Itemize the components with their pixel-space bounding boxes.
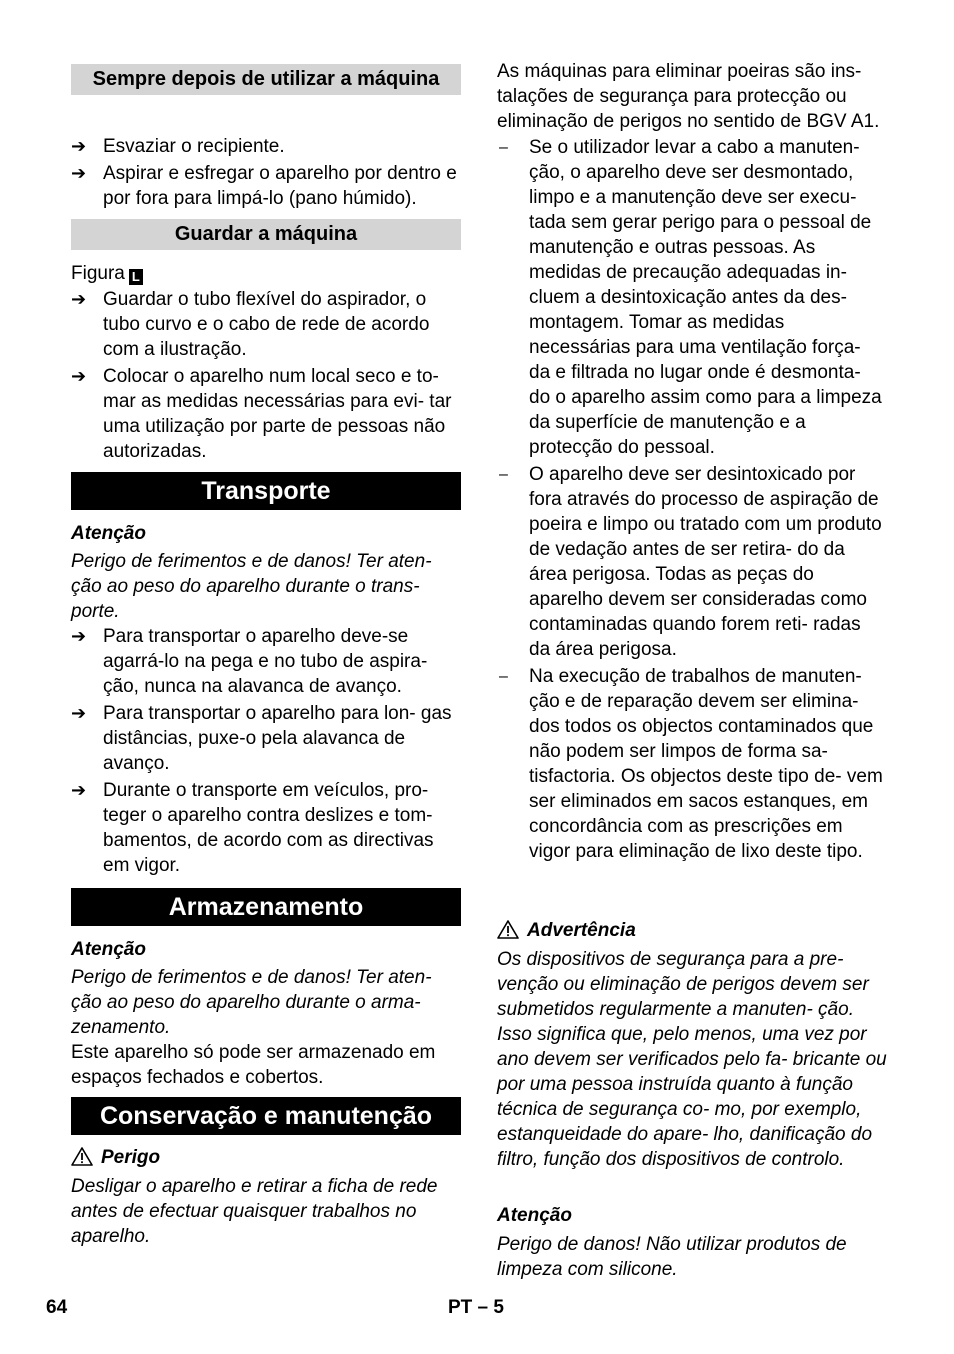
list-item: ➔ Para transportar o aparelho deve-se agarrá-lo na pega e no tubo de aspira- ção, nunca na alavanca de avanço. [71, 626, 428, 697]
danger-text: Desligar o aparelho e retirar a ficha de rede antes de efectuar quaisquer trabalhos no aparelho. [71, 1176, 438, 1247]
arrow-icon: ➔ [71, 366, 87, 386]
arrow-icon: ➔ [71, 136, 87, 156]
dash-bullet: – [499, 139, 508, 156]
list-item: – Na execução de trabalhos de manuten- ção e de reparação devem ser elimina- dos todos os objectos contaminados que não podem ser limpos de forma sa- tisfactoria. Os objectos deste tipo de- vem ser eliminados em sacos estanques, em concordância com as prescrições em vigor para eliminação de lixo deste tipo. [499, 666, 883, 862]
dash-bullet: – [499, 668, 508, 685]
list-item: – Se o utilizador levar a cabo a manuten- ção, o aparelho deve ser desmontado, limpo e a manutenção deve ser execu- tada sem gerar perigo para o pessoal de manutenção e outras pessoas. As medidas de precaução adequadas in- cluem a desintoxicação antes da des- montagem. Tomar as medidas necessárias para uma ventilação força- da e filtrada no lugar onde é desmonta- do o aparelho assim como para a limpeza da superfície de manutenção e a protecção do pessoal. [499, 137, 882, 458]
attention-text: Perigo de ferimentos e de danos! Ter aten- ção ao peso do aparelho durante o trans- porte. [71, 551, 432, 622]
list-item: ➔ Colocar o aparelho num local seco e to- mar as medidas necessárias para evi- tar uma utilização por parte de pessoas não autorizadas. [71, 366, 452, 462]
list-item: ➔ Aspirar e esfregar o aparelho por dentro e por fora para limpá-lo (pano húmido). [71, 163, 457, 209]
heading-store-machine: Guardar a máquina [71, 219, 461, 250]
figure-letter-badge: L [129, 269, 143, 285]
advertencia-label: Advertência [497, 918, 887, 943]
atencao-block [497, 1203, 887, 1282]
dash-bullet: – [499, 466, 508, 483]
section-reference: PT – 5 [448, 1297, 504, 1318]
arrow-icon: ➔ [71, 289, 87, 309]
storage-note: Este aparelho só pode ser armazenado em espaços fechados e cobertos. [71, 1042, 436, 1088]
conservacao-block [71, 1145, 461, 1249]
heading-transporte: Transporte [71, 472, 461, 510]
warning-triangle-icon [71, 1147, 93, 1166]
list-item: ➔ Guardar o tubo flexível do aspirador, o tubo curvo e o cabo de rede de acordo com a ilustração. [71, 289, 430, 360]
arrow-icon: ➔ [71, 626, 87, 646]
armazenamento-block [71, 937, 461, 1090]
warning-triangle-icon [497, 920, 519, 939]
attention-label: Atenção [497, 1205, 572, 1226]
after-use-list [71, 134, 461, 211]
right-text-block [497, 59, 887, 864]
heading-after-use: Sempre depois de utilizar a máquina [71, 64, 461, 95]
list-item: ➔ Para transportar o aparelho para lon- gas distâncias, puxe-o pela alavanca de avanço. [71, 703, 452, 774]
transporte-block [71, 521, 461, 878]
figure-reference: Figura L [71, 261, 461, 286]
attention-label: Atenção [71, 523, 146, 544]
attention-label: Atenção [71, 939, 146, 960]
arrow-icon: ➔ [71, 163, 87, 183]
store-machine-block [71, 261, 461, 464]
intro-paragraph: As máquinas para eliminar poeiras são ins- talações de segurança para protecção ou eliminação de perigos no sentido de BGV A1. [497, 61, 880, 132]
list-item: – O aparelho deve ser desintoxicado por fora através do processo de aspiração de poeira e limpo ou tratado com um produto de vedação antes de ser retira- do da área perigosa. Todas as peças do aparelho devem ser consideradas como contaminadas quando forem reti- radas da área perigosa. [499, 464, 882, 660]
arrow-icon: ➔ [71, 703, 87, 723]
list-item: ➔ Esvaziar o recipiente. [71, 136, 285, 157]
heading-conservacao: Conservação e manutenção [71, 1097, 461, 1135]
arrow-icon: ➔ [71, 780, 87, 800]
list-item: ➔ Durante o transporte em veículos, pro- teger o aparelho contra deslizes e tom- bamentos, de acordo com as directivas em vigor. [71, 780, 434, 876]
danger-label: Perigo [71, 1145, 461, 1170]
heading-armazenamento: Armazenamento [71, 888, 461, 926]
attention-text: Perigo de ferimentos e de danos! Ter aten- ção ao peso do aparelho durante o arma- zenamento. [71, 967, 432, 1038]
page-number: 64 [46, 1297, 68, 1318]
advertencia-text: Os dispositivos de segurança para a pre- venção ou eliminação de perigos devem ser submetidos regularmente a manuten- ção. Isso significa que, pelo menos, uma vez por ano devem ser verificados pelo fa- bricante ou por uma pessoa instruída quanto à função técnica de segurança co- mo, por exemplo, estanqueidade do apare- lho, danificação do filtro, função dos dispositivos de controlo. [497, 949, 887, 1170]
attention-text: Perigo de danos! Não utilizar produtos de limpeza com silicone. [497, 1234, 847, 1280]
advertencia-block [497, 918, 887, 1172]
